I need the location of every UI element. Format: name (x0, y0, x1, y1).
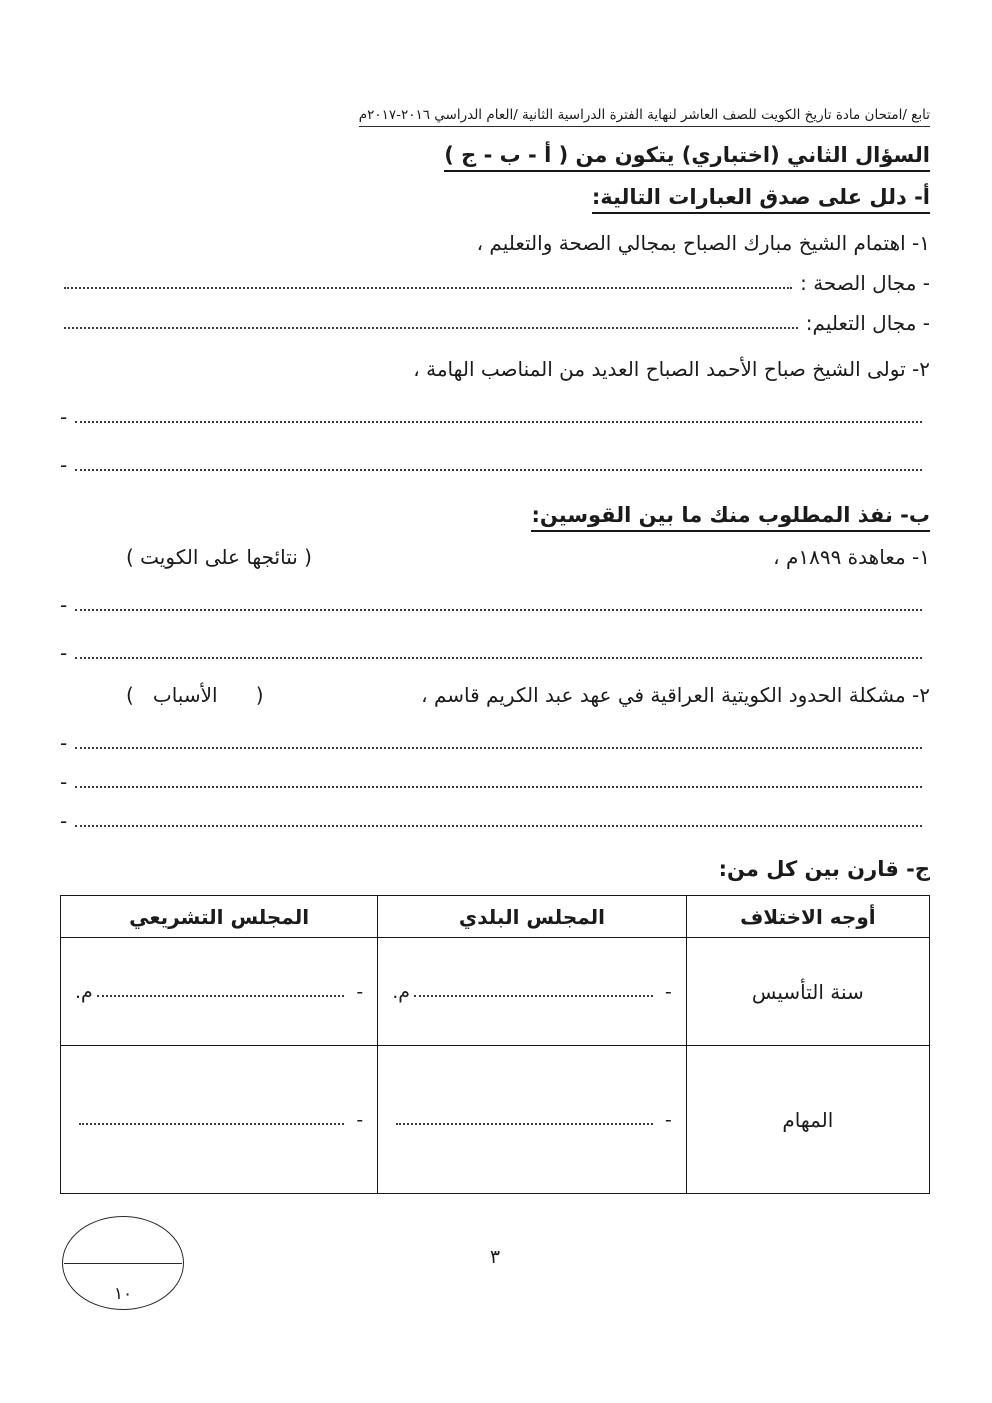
dash-marker: - (60, 809, 68, 833)
item-b1-bracket: ( نتائجها على الكويت ) (126, 545, 312, 569)
statement-a2: ٢- تولى الشيخ صباح الأحمد الصباح العديد من المناصب الهامة ، (413, 357, 930, 381)
answer-line-education (60, 311, 930, 335)
answer-line (60, 731, 930, 755)
dotted-answer-line (75, 786, 922, 788)
table-row (61, 1046, 930, 1194)
dash-marker: - (356, 1108, 364, 1131)
answer-line (61, 981, 377, 1003)
answer-line (61, 1109, 377, 1131)
score-value: ١٠ (113, 1284, 133, 1304)
dotted-answer-line (75, 609, 922, 611)
dash-marker: - (60, 453, 68, 477)
dash-marker: - (664, 980, 672, 1003)
dotted-answer-line (64, 287, 792, 289)
health-field-label: - مجال الصحة : (800, 271, 930, 295)
answer-line-health (60, 271, 930, 295)
cell-tasks-legislative (61, 1046, 378, 1194)
header-line: تابع /امتحان مادة تاريخ الكويت للصف العاشر لنهاية الفترة الدراسية الثانية /العام الدراسي ٢٠١٦-٢٠١٧م (359, 107, 930, 127)
dotted-answer-line (64, 327, 798, 329)
dotted-answer-line (75, 657, 922, 659)
item-b1 (60, 545, 930, 569)
page-number: ٣ (489, 1246, 501, 1268)
answer-line (378, 981, 685, 1003)
dash-marker: - (60, 405, 68, 429)
page-footer (60, 1212, 930, 1352)
section-b-heading: ب- نفذ المطلوب منك ما بين القوسين: (60, 503, 930, 527)
answer-line (60, 405, 930, 429)
cell-tasks-municipal (378, 1046, 686, 1194)
answer-line (378, 1109, 685, 1131)
page-header (60, 104, 930, 127)
year-suffix: م. (75, 980, 93, 1003)
table-header-row (61, 896, 930, 938)
dash-marker: - (60, 770, 68, 794)
answer-line (60, 809, 930, 833)
answer-line (60, 453, 930, 477)
cell-founding-year-municipal (378, 938, 686, 1046)
item-b2-text: ٢- مشكلة الحدود الكويتية العراقية في عهد عبد الكريم قاسم ، (421, 683, 930, 707)
dash-marker: - (356, 980, 364, 1003)
item-b2 (60, 683, 930, 707)
dash-marker: - (664, 1108, 672, 1131)
dash-marker: - (60, 593, 68, 617)
section-c-heading: ج- قارن بين كل من: (718, 857, 930, 881)
year-suffix: م. (392, 980, 411, 1003)
table-header-differences: أوجه الاختلاف (686, 896, 929, 938)
question-title: السؤال الثاني (اختباري) يتكون من ( أ - ب - ج ) (60, 143, 930, 167)
answer-line (60, 641, 930, 665)
row-label-founding-year: سنة التأسيس (686, 938, 929, 1046)
dotted-answer-line (79, 1123, 344, 1125)
education-field-label: - مجال التعليم: (805, 311, 930, 335)
dotted-answer-line (414, 995, 653, 997)
dotted-answer-line (97, 995, 345, 997)
statement-a1: ١- اهتمام الشيخ مبارك الصباح بمجالي الصحة والتعليم ، (476, 231, 930, 255)
dash-marker: - (60, 641, 68, 665)
item-b1-text: ١- معاهدة ١٨٩٩م ، (773, 545, 930, 569)
dash-marker: - (60, 731, 68, 755)
table-header-municipal-council: المجلس البلدي (378, 896, 686, 938)
table-row (61, 938, 930, 1046)
item-b2-bracket: ( الأسباب ) (126, 683, 264, 707)
dotted-answer-line (75, 421, 922, 423)
cell-founding-year-legislative (61, 938, 378, 1046)
answer-line (60, 593, 930, 617)
dotted-answer-line (75, 469, 922, 471)
dotted-answer-line (396, 1123, 653, 1125)
section-a-heading: أ- دلل على صدق العبارات التالية: (60, 185, 930, 209)
table-header-legislative-council: المجلس التشريعي (61, 896, 378, 938)
comparison-table (60, 895, 930, 1194)
dotted-answer-line (75, 747, 922, 749)
dotted-answer-line (75, 825, 922, 827)
row-label-tasks: المهام (686, 1046, 929, 1194)
answer-line (60, 770, 930, 794)
